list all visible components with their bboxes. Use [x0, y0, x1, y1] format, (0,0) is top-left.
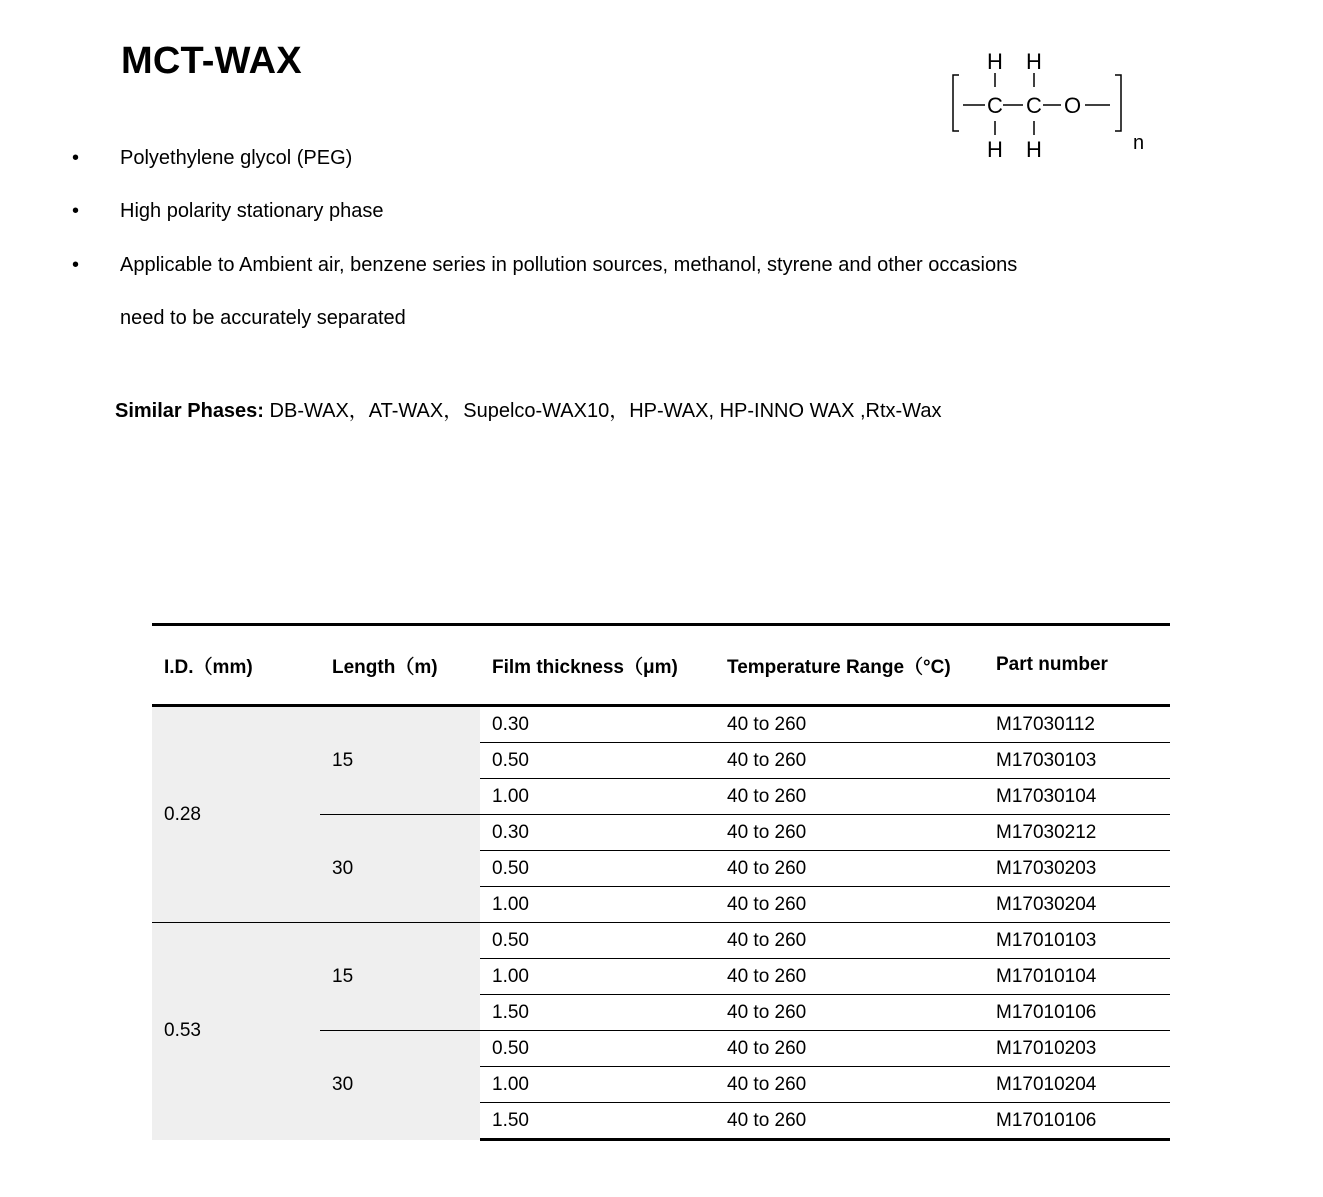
cell-temperature-range: 40 to 260 — [715, 779, 984, 815]
cell-temperature-range: 40 to 260 — [715, 706, 984, 743]
cell-part-number: M17010203 — [984, 1031, 1170, 1067]
list-item — [72, 200, 384, 223]
header-temperature-range: Temperature Range（°C) — [715, 625, 984, 706]
list-item — [72, 147, 353, 170]
cell-id: 0.28 — [152, 706, 320, 923]
cell-part-number: M17030104 — [984, 779, 1170, 815]
header-part-number: Part number — [984, 625, 1170, 706]
atom-h-bottom-1: H — [987, 137, 1003, 162]
cell-part-number: M17030203 — [984, 851, 1170, 887]
subscript-n: n — [1133, 132, 1145, 154]
cell-film-thickness: 1.00 — [480, 779, 715, 815]
cell-temperature-range: 40 to 260 — [715, 1103, 984, 1140]
bullet-icon: • — [72, 147, 80, 169]
atom-h-bottom-2: H — [1026, 137, 1042, 162]
cell-film-thickness: 0.30 — [480, 706, 715, 743]
header-length: Length（m) — [320, 625, 480, 706]
atom-h-top-2: H — [1026, 49, 1042, 74]
atom-c-2: C — [1026, 93, 1042, 118]
cell-length: 15 — [320, 706, 480, 815]
cell-length: 15 — [320, 923, 480, 1031]
cell-film-thickness: 1.00 — [480, 959, 715, 995]
header-id: I.D.（mm) — [152, 625, 320, 706]
cell-part-number: M17010106 — [984, 995, 1170, 1031]
bullet-icon: • — [72, 254, 80, 276]
cell-part-number: M17030204 — [984, 887, 1170, 923]
cell-temperature-range: 40 to 260 — [715, 887, 984, 923]
list-item-continuation: need to be accurately separated — [120, 307, 406, 329]
atom-o: O — [1064, 93, 1082, 118]
similar-phases-value: DB-WAX，AT-WAX，Supelco-WAX10，HP-WAX, HP-INNO WAX ,Rtx-Wax — [269, 400, 942, 422]
list-item-text: Applicable to Ambient air, benzene series in pollution sources, methanol, styrene and other occasions — [120, 254, 1018, 276]
cell-part-number: M17010103 — [984, 923, 1170, 959]
list-item — [72, 254, 1018, 277]
table-row — [152, 706, 1170, 743]
cell-temperature-range: 40 to 260 — [715, 1067, 984, 1103]
list-item-text: High polarity stationary phase — [120, 200, 384, 222]
atom-c-1: C — [987, 93, 1003, 118]
cell-film-thickness: 0.30 — [480, 815, 715, 851]
cell-part-number: M17030112 — [984, 706, 1170, 743]
similar-phases-label: Similar Phases: — [115, 400, 264, 422]
atom-h-top-1: H — [987, 49, 1003, 74]
cell-length: 30 — [320, 1031, 480, 1140]
cell-temperature-range: 40 to 260 — [715, 815, 984, 851]
table-header-row — [152, 625, 1170, 706]
cell-film-thickness: 1.50 — [480, 1103, 715, 1140]
cell-temperature-range: 40 to 260 — [715, 743, 984, 779]
header-film-thickness: Film thickness（μm) — [480, 625, 715, 706]
cell-film-thickness: 1.00 — [480, 1067, 715, 1103]
cell-temperature-range: 40 to 260 — [715, 851, 984, 887]
cell-length: 30 — [320, 815, 480, 923]
cell-temperature-range: 40 to 260 — [715, 1031, 984, 1067]
peg-structure-diagram — [945, 45, 1160, 165]
cell-part-number: M17010104 — [984, 959, 1170, 995]
list-item-text: Polyethylene glycol (PEG) — [120, 147, 353, 169]
cell-part-number: M17030212 — [984, 815, 1170, 851]
similar-phases — [115, 394, 941, 423]
page-title: MCT-WAX — [121, 40, 302, 82]
specification-table — [152, 623, 1170, 1141]
table-body — [152, 706, 1170, 1140]
cell-part-number: M17010106 — [984, 1103, 1170, 1140]
table-row — [152, 923, 1170, 959]
cell-temperature-range: 40 to 260 — [715, 995, 984, 1031]
cell-film-thickness: 0.50 — [480, 743, 715, 779]
cell-film-thickness: 0.50 — [480, 851, 715, 887]
cell-temperature-range: 40 to 260 — [715, 923, 984, 959]
cell-film-thickness: 0.50 — [480, 923, 715, 959]
cell-id: 0.53 — [152, 923, 320, 1140]
cell-part-number: M17010204 — [984, 1067, 1170, 1103]
cell-film-thickness: 0.50 — [480, 1031, 715, 1067]
cell-film-thickness: 1.00 — [480, 887, 715, 923]
bullet-icon: • — [72, 200, 80, 222]
cell-part-number: M17030103 — [984, 743, 1170, 779]
cell-film-thickness: 1.50 — [480, 995, 715, 1031]
cell-temperature-range: 40 to 260 — [715, 959, 984, 995]
